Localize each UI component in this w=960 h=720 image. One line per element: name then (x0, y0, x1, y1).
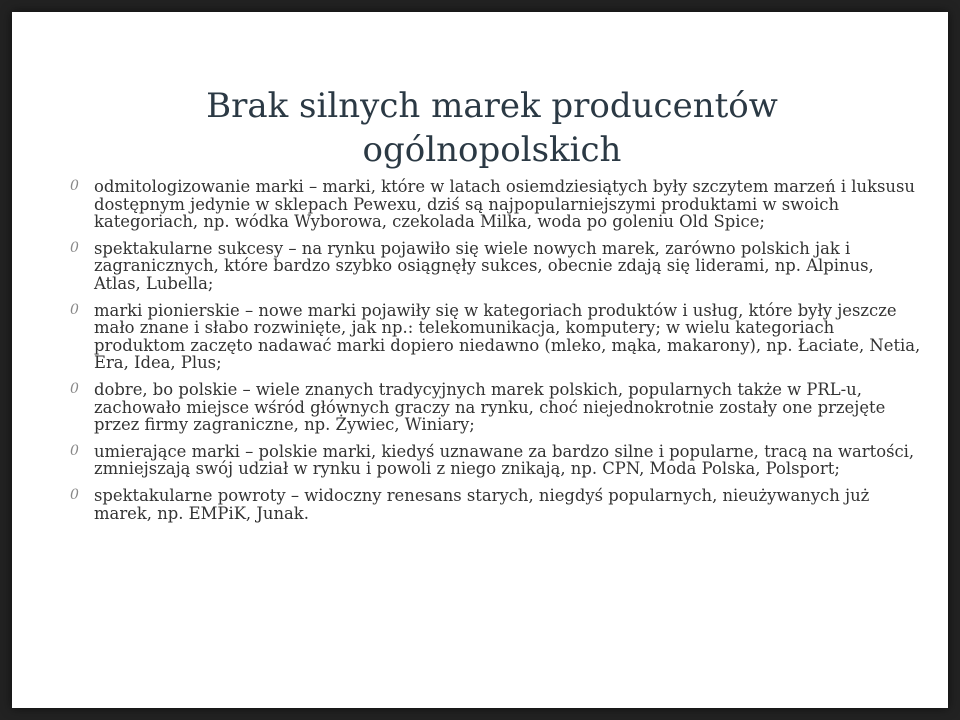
list-item-text: spektakularne sukcesy – na rynku pojawiło się wiele nowych marek, zarówno polskich jak i zagranicznych, które bardzo szybko osiągnęły sukces, obecnie zdają się liderami, np. Alpinus, Atlas, Lubella; (94, 238, 874, 293)
list-item-text: odmitologizowanie marki – marki, które w latach osiemdziesiątych były szczytem marzeń i luksusu dostępnym jedynie w sklepach Pewexu, dziś są najpopularniejszymi produktami w swoich kategoriach, np. wódka Wyborowa, czekolada Milka, woda po goleniu Old Spice; (94, 177, 915, 232)
bullet-marker-icon: 0 (70, 442, 79, 459)
list-item (62, 178, 922, 231)
bullet-marker-icon: 0 (70, 239, 79, 256)
slide-title: Brak silnych marek producentów ogólnopolskich (206, 86, 778, 170)
bullet-marker-icon: 0 (70, 178, 79, 194)
list-item (62, 240, 922, 293)
list-item (62, 487, 922, 522)
bullet-list (62, 178, 922, 531)
list-item (62, 302, 922, 372)
list-item-text: umierające marki – polskie marki, kiedyś uznawane za bardzo silne i popularne, tracą na wartości, zmniejszają swój udział w rynku i powoli z niego znikają, np. CPN, Moda Polska, Polsport; (94, 441, 915, 479)
bullet-marker-icon: 0 (70, 486, 79, 503)
list-item-text: marki pionierskie – nowe marki pojawiły się w kategoriach produktów i usług, które były jeszcze mało znane i słabo rozwinięte, jak np.: telekomunikacja, komputery; w wielu kategoriach produktom zaczęto nadawać marki dopiero niedawno (mleko, mąka, makarony), np. Łaciate, Netia, Era, Idea, Plus; (94, 300, 921, 373)
list-item-text: spektakularne powroty – widoczny renesans starych, niegdyś popularnych, nieużywanych już marek, np. EMPiK, Junak. (94, 485, 870, 523)
list-item (62, 381, 922, 434)
list-item-text: dobre, bo polskie – wiele znanych tradycyjnych marek polskich, popularnych także w PRL-u, zachowało miejsce wśród głównych graczy na rynku, choć niejednokrotnie zostały one przejęte przez firmy zagraniczne, np. Żywiec, Winiary; (94, 379, 886, 435)
bullet-marker-icon: 0 (70, 380, 79, 397)
bullet-marker-icon: 0 (70, 301, 79, 318)
slide (12, 12, 948, 708)
list-item (62, 443, 922, 478)
